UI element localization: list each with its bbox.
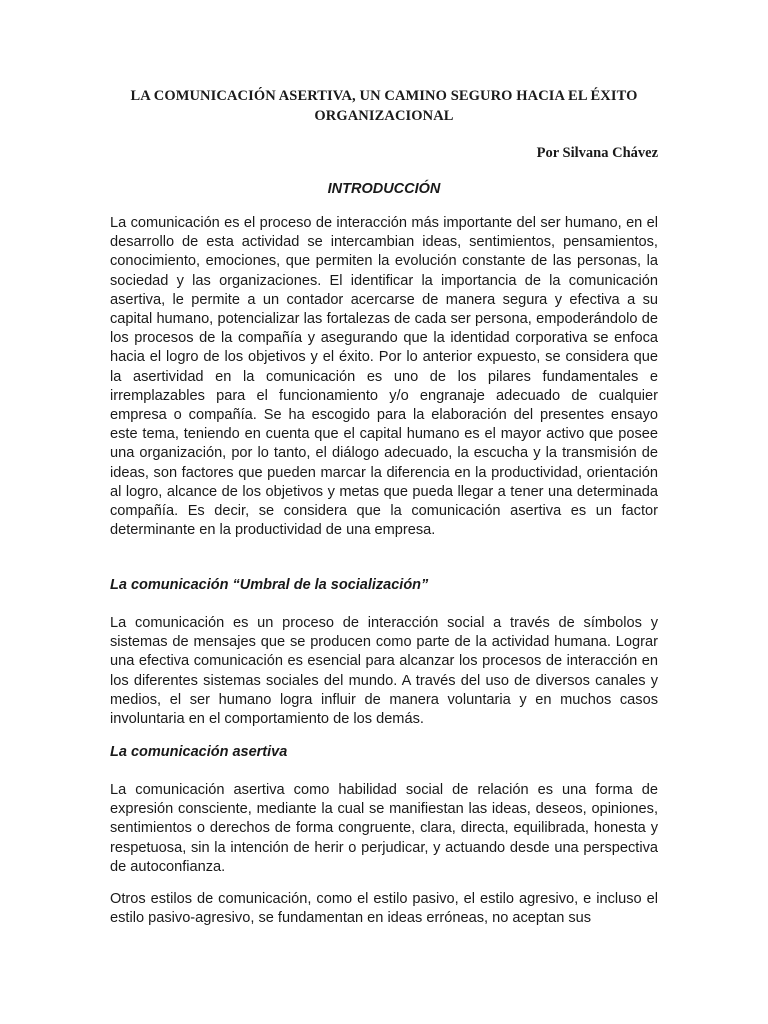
- section-heading-asertiva: La comunicación asertiva: [110, 744, 288, 760]
- intro-paragraph: La comunicación es el proceso de interacción más importante del ser humano, en el desarrollo de esta actividad se intercambian ideas, sentimientos, pensamientos, conocimiento, emociones, que permiten la evolución constante de las personas, la sociedad y las organizaciones. El identificar la importancia de la comunicación asertiva, le permite a un contador acercarse de manera segura y efectiva a su capital humano, potencializar las fortalezas de cada ser persona, empoderándolo de los procesos de la compañía y asegurando que la identidad corporativa se enfoca hacia el logro de los objetivos y el éxito. Por lo anterior expuesto, se considera que la asertividad en la comunicación es uno de los pilares fundamentales e irremplazables para el funcionamiento y/o engranaje adecuado de cualquier empresa o compañía. Se ha escogido para la elaboración del presentes ensayo este tema, teniendo en cuenta que el capital humano es el mayor activo que posee una organización, por lo tanto, el diálogo adecuado, la escucha y la transmisión de ideas, son factores que pueden marcar la diferencia en la productividad, orientación al logro, alcance de los objetivos y metas que pueda llegar a tener una determinada compañía. Es decir, se considera que la comunicación asertiva es un factor determinante en la productividad de una empresa.: [110, 215, 658, 539]
- section-heading-socializacion: La comunicación “Umbral de la socialización”: [110, 577, 429, 593]
- section-paragraph-otros-estilos: Otros estilos de comunicación, como el estilo pasivo, el estilo agresivo, e incluso el estilo pasivo-agresivo, se fundamentan en ideas erróneas, no aceptan sus: [110, 891, 658, 927]
- section-paragraph-asertiva: La comunicación asertiva como habilidad social de relación es una forma de expresión consciente, mediante la cual se manifiestan las ideas, deseos, opiniones, sentimientos o derechos de forma congruente, clara, directa, equilibrada, honesta y respetuosa, sin la intención de herir o perjudicar, y actuando desde una perspectiva de autoconfianza.: [110, 782, 658, 875]
- author-line: Por Silvana Chávez: [536, 145, 658, 161]
- document-title: LA COMUNICACIÓN ASERTIVA, UN CAMINO SEGURO HACIA EL ÉXITO ORGANIZACIONAL: [130, 88, 638, 124]
- section-paragraph-socializacion: La comunicación es un proceso de interacción social a través de símbolos y sistemas de mensajes que se producen como parte de la actividad humana. Lograr una efectiva comunicación es esencial para alcanzar los procesos de interacción en los diferentes sistemas sociales del mundo. A través del uso de diversos canales y medios, el ser humano logra influir de manera voluntaria y en muchos casos involuntaria en el comportamiento de los demás.: [110, 615, 658, 728]
- intro-heading: INTRODUCCIÓN: [327, 181, 441, 197]
